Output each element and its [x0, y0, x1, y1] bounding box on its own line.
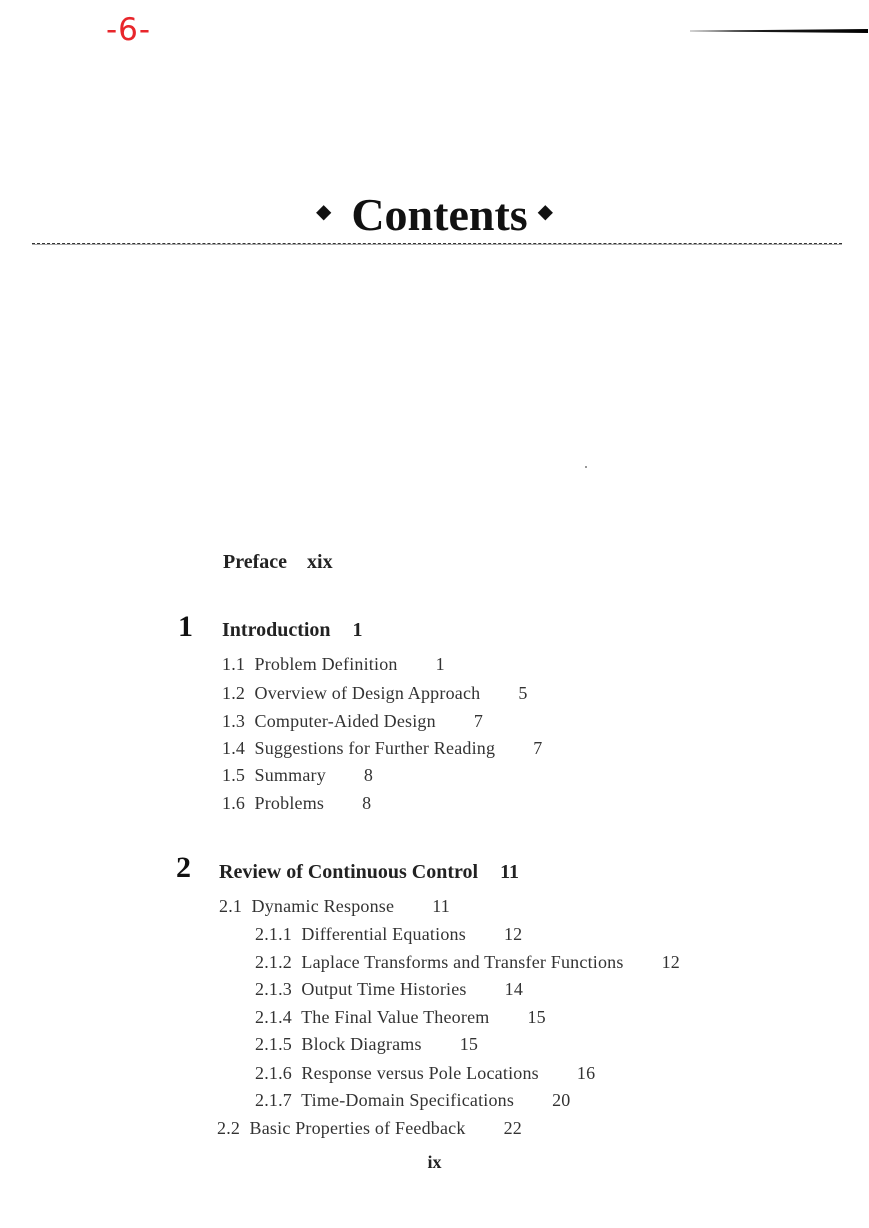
- chapter-page: 1: [352, 619, 363, 641]
- preface-label: Preface: [223, 551, 288, 573]
- entry-label: Time-Domain Specifications: [301, 1090, 515, 1110]
- toc-entry[interactable]: [255, 1090, 571, 1111]
- entry-number: 1.1: [222, 654, 246, 674]
- entry-number: 2.1.3: [255, 979, 292, 999]
- entry-number: 2.1: [219, 896, 243, 916]
- entry-page: 15: [459, 1034, 479, 1054]
- chapter-title: Review of Continuous Control: [219, 861, 479, 883]
- toc-entry[interactable]: [255, 1034, 478, 1055]
- page-title: Contents: [351, 189, 528, 240]
- toc-entry[interactable]: [222, 711, 483, 732]
- chapter-number: 2: [176, 851, 191, 884]
- toc-entry[interactable]: [222, 683, 528, 704]
- entry-page: 5: [518, 683, 528, 703]
- entry-page: 22: [503, 1118, 522, 1138]
- entry-page: 12: [661, 952, 680, 972]
- toc-entry[interactable]: [255, 952, 680, 973]
- entry-number: 2.1.4: [255, 1007, 292, 1027]
- entry-number: 2.1.6: [255, 1063, 292, 1083]
- entry-label: Summary: [254, 765, 326, 785]
- entry-number: 2.2: [217, 1118, 241, 1138]
- entry-label: Overview of Design Approach: [254, 683, 481, 703]
- toc-entry[interactable]: [222, 765, 373, 786]
- entry-label: Problems: [254, 793, 325, 813]
- entry-number: 2.1.7: [255, 1090, 292, 1110]
- entry-page: 7: [533, 738, 543, 758]
- chapter-title: Introduction: [222, 619, 331, 641]
- entry-page: 15: [527, 1007, 546, 1027]
- entry-label: Output Time Histories: [301, 979, 467, 999]
- entry-number: 1.3: [222, 711, 246, 731]
- entry-label: Suggestions for Further Reading: [254, 738, 496, 758]
- entry-page: 12: [503, 924, 523, 944]
- entry-number: 1.6: [222, 793, 246, 813]
- entry-label: Basic Properties of Feedback: [249, 1118, 466, 1138]
- entry-page: 8: [362, 793, 372, 813]
- toc-preface[interactable]: [223, 551, 333, 574]
- toc-entry[interactable]: [222, 738, 542, 759]
- entry-number: 2.1.5: [255, 1034, 292, 1054]
- toc-entry[interactable]: [255, 1063, 595, 1084]
- entry-page: 20: [552, 1090, 571, 1110]
- entry-number: 2.1.1: [255, 924, 292, 944]
- entry-page: 16: [576, 1063, 596, 1083]
- diamond-ornament-icon: ◆: [315, 201, 332, 223]
- title-rule-shadow: [32, 244, 842, 245]
- toc-chapter-1[interactable]: [222, 619, 363, 642]
- entry-label: Differential Equations: [301, 924, 466, 944]
- entry-label: Dynamic Response: [251, 896, 395, 916]
- toc-entry[interactable]: [219, 896, 450, 917]
- entry-label: Computer-Aided Design: [254, 711, 436, 731]
- entry-page: 7: [473, 711, 484, 731]
- chapter-page: 11: [500, 861, 519, 883]
- entry-page: 11: [432, 896, 450, 916]
- chapter-number: 1: [178, 610, 193, 643]
- entry-number: 1.2: [222, 683, 246, 703]
- footer-page-number: ix: [427, 1152, 442, 1172]
- entry-label: Response versus Pole Locations: [301, 1063, 539, 1083]
- toc-entry[interactable]: [255, 979, 523, 1000]
- entry-number: 1.4: [222, 738, 246, 758]
- entry-label: Problem Definition: [254, 654, 398, 674]
- toc-entry[interactable]: [217, 1118, 522, 1139]
- toc-entry[interactable]: [255, 1007, 546, 1028]
- preface-page: xix: [307, 551, 333, 573]
- entry-number: 2.1.2: [255, 952, 292, 972]
- toc-entry[interactable]: [222, 793, 371, 814]
- entry-page: 14: [504, 979, 524, 999]
- entry-number: 1.5: [222, 765, 246, 785]
- entry-page: 1: [435, 654, 445, 674]
- title-block: [0, 188, 869, 241]
- diamond-ornament-icon: ◆: [537, 201, 554, 223]
- entry-page: 8: [363, 765, 374, 785]
- toc-entry[interactable]: [255, 924, 522, 945]
- toc-chapter-2[interactable]: [219, 861, 519, 884]
- page-number-mark: -6-: [106, 12, 152, 48]
- top-rule: [690, 29, 868, 33]
- toc-entry[interactable]: [222, 654, 445, 675]
- entry-label: The Final Value Theorem: [301, 1007, 490, 1027]
- entry-label: Laplace Transforms and Transfer Functions: [301, 952, 624, 972]
- entry-label: Block Diagrams: [301, 1034, 422, 1054]
- stray-mark: [585, 466, 587, 468]
